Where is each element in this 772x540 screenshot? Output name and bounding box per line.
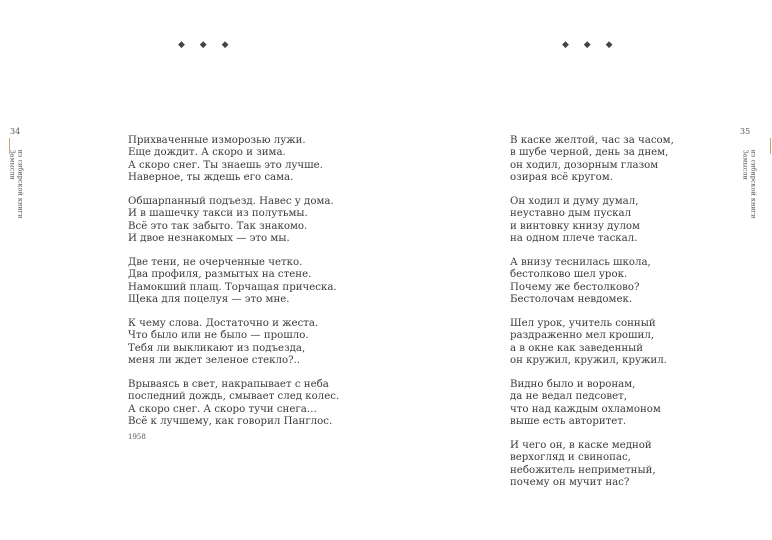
verse-line: верхогляд и свинопас,	[510, 452, 631, 464]
verse-line: в шубе черной, день за днем,	[510, 147, 669, 159]
stanza	[510, 135, 750, 184]
running-head-line: из сибирской книги	[749, 149, 758, 219]
verse-line: на одном плече таскал.	[510, 232, 638, 244]
stanza	[510, 440, 750, 489]
verse-line: а в окне как заведенный	[510, 342, 644, 354]
verse-line: Две тени, не очерченные четко.	[128, 256, 303, 268]
verse-line: и винтовку книзу дулом	[510, 220, 640, 232]
verse-line: А внизу теснилась школа,	[510, 256, 651, 268]
verse-line: Два профиля, размытых на стене.	[128, 269, 312, 281]
verse-line: Шел урок, учитель сонный	[510, 317, 656, 329]
verse-line: Обшарпанный подъезд. Навес у дома.	[128, 195, 334, 207]
verse-line: последний дождь, смывает след колес.	[128, 391, 340, 403]
verse-line: И в шашечку такси из полутьмы.	[128, 208, 308, 220]
poem-text	[128, 135, 368, 440]
verse-line: да не ведал педсовет,	[510, 391, 628, 403]
right-page	[386, 0, 772, 540]
verse-line: что над каждым охламоном	[510, 403, 661, 415]
verse-line: А скоро снег. Ты знаешь это лучше.	[128, 159, 323, 171]
running-head-line: Замысли	[8, 149, 17, 180]
verse-line: Он ходил и думу думал,	[510, 195, 639, 207]
verse-line: Щека для поцелуя — это мне.	[128, 293, 290, 305]
verse-line: И чего он, в каске медной	[510, 439, 652, 451]
stanza	[128, 379, 368, 428]
page-number: 34	[10, 127, 21, 136]
running-head-line: Замысли	[741, 149, 750, 180]
verse-line: Наверное, ты ждешь его сама.	[128, 171, 294, 183]
verse-line: неуставно дым пускал	[510, 208, 632, 220]
verse-line: почему он мучит нас?	[510, 476, 630, 488]
verse-line: Всё к лучшему, как говорил Панглос.	[128, 415, 333, 427]
ornament-icon: ◆ ◆ ◆	[178, 40, 235, 50]
verse-line: меня ли ждет зеленое стекло?..	[128, 354, 301, 366]
verse-line: он ходил, дозорным глазом	[510, 159, 659, 171]
poem-year: 1958	[128, 433, 146, 441]
stanza	[128, 318, 368, 367]
verse-line: Еще дождит. А скоро и зима.	[128, 147, 286, 159]
page-number: 35	[740, 127, 751, 136]
stanza	[128, 196, 368, 245]
verse-line: раздраженно мел крошил,	[510, 330, 655, 342]
stanza	[128, 257, 368, 306]
verse-line: небожитель неприметный,	[510, 464, 656, 476]
verse-line: К чему слова. Достаточно и жеста.	[128, 317, 319, 329]
verse-line: выше есть авторитет.	[510, 415, 627, 427]
page-marker	[770, 138, 771, 154]
verse-line: Всё это так забыто. Так знакомо.	[128, 220, 308, 232]
poem-text	[510, 135, 750, 501]
verse-line: Прихваченные изморозью лужи.	[128, 135, 306, 146]
stanza	[510, 257, 750, 306]
stanza	[510, 196, 750, 245]
running-head	[8, 150, 24, 219]
stanza	[510, 379, 750, 428]
verse-line: Тебя ли выкликают из подъезда,	[128, 342, 306, 354]
verse-line: Почему же бестолково?	[510, 281, 640, 293]
verse-line: Что было или не было — прошло.	[128, 330, 309, 342]
running-head-line: из сибирской книги	[16, 149, 25, 219]
stanza	[128, 135, 368, 184]
verse-line: А скоро снег. А скоро тучи снега…	[128, 403, 317, 415]
verse-line: И двое незнакомых — это мы.	[128, 232, 290, 244]
verse-line: Бестолочам невдомек.	[510, 293, 633, 305]
stanza	[510, 318, 750, 367]
verse-line: Видно было и воронам,	[510, 378, 636, 390]
verse-line: бестолково шел урок.	[510, 269, 628, 281]
verse-line: В каске желтой, час за часом,	[510, 135, 674, 146]
ornament-icon: ◆ ◆ ◆	[562, 40, 619, 50]
verse-line: озирая всё кругом.	[510, 171, 613, 183]
verse-line: Намокший плащ. Торчащая прическа.	[128, 281, 337, 293]
verse-line: он кружил, кружил, кружил.	[510, 354, 667, 366]
verse-line: Врываясь в свет, накрапывает с неба	[128, 378, 329, 390]
